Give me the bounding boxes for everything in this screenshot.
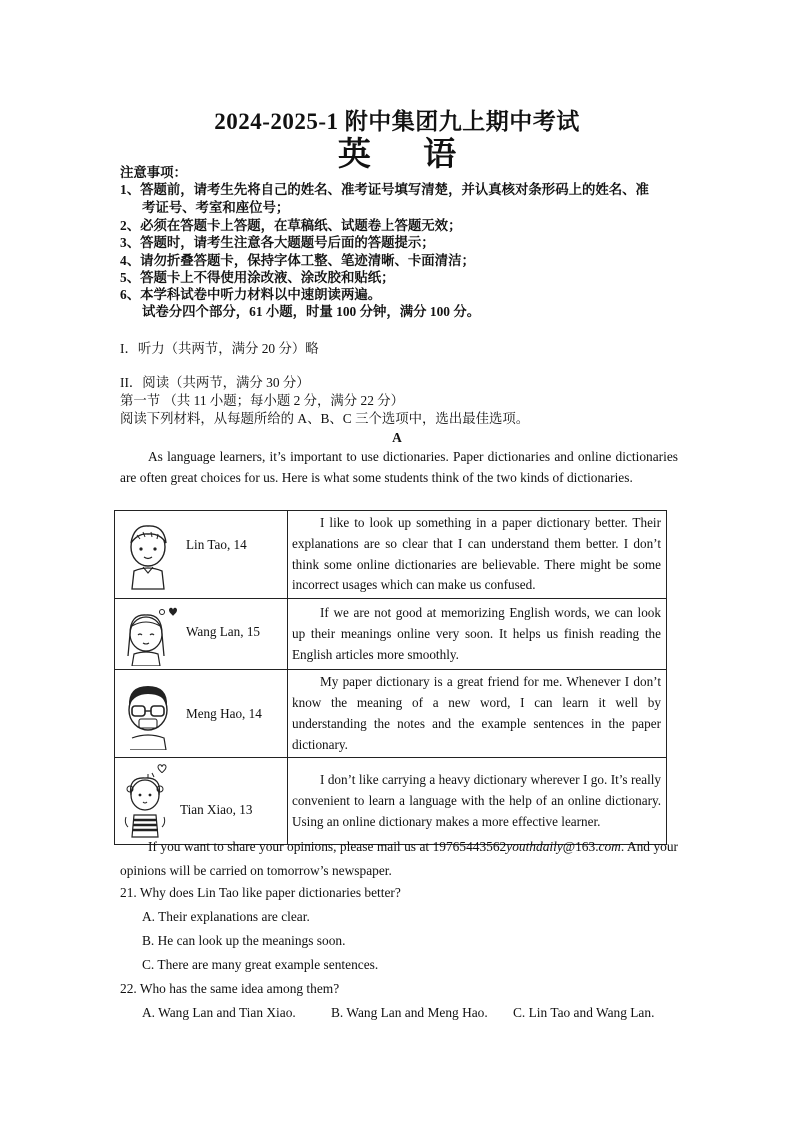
table-row (115, 511, 667, 599)
comment-cell (288, 511, 667, 599)
closing-text (120, 835, 678, 882)
student-name: Meng Hao, 14 (186, 705, 262, 721)
section-heading: 第一节 （共 11 小题；每小题 2 分，满分 22 分） (120, 393, 405, 408)
student-cell (115, 670, 288, 758)
girl-avatar-icon (120, 604, 182, 666)
girl-heart-avatar-icon (120, 763, 176, 841)
table-row (115, 599, 667, 670)
closing-paragraph (120, 835, 678, 882)
notice-heading: 注意事项： (120, 165, 187, 180)
table-row (115, 670, 667, 758)
closing-phone: If you want to share your opinions, please mail us at 19765443562 (148, 839, 507, 854)
notice-summary: 试卷分四个部分，61 小题，时量 100 分钟，满分 100 分。 (142, 304, 481, 319)
closing-email-tld: com (598, 839, 621, 854)
question-21: 21. Why does Lin Tao like paper dictionaries better? (120, 885, 401, 900)
comment-cell (288, 599, 667, 670)
notice-item: 6、本学科试卷中听力材料以中速朗读两遍。 (120, 287, 382, 302)
student-cell (115, 758, 288, 845)
student-cell (115, 599, 288, 670)
intro-text: As language learners, it’s important to use dictionaries. Paper dictionaries and online dictionaries are often great choices for us. Here is what some students think of the two kinds of dictionaries. (120, 449, 678, 485)
closing-email-domain: @163. (562, 839, 599, 854)
opinions-table (114, 510, 667, 845)
closing-rest: . And your opinions will be carried on tomorrow’s newspaper. (120, 839, 678, 878)
option-b: B. He can look up the meanings soon. (142, 933, 346, 948)
passage-intro (120, 447, 678, 488)
student-cell (115, 511, 288, 599)
boy-glasses-avatar-icon (120, 676, 180, 750)
part2-heading: II．阅读（共两节，满分 30 分） (120, 375, 310, 390)
option-c: C. Lin Tao and Wang Lan. (513, 1005, 655, 1020)
comment-text: I like to look up something in a paper dictionary better. Their explanations are so clear that I can understand them better. I don’t think some online dictionaries are believable. There might be some incorrect usages which can make us confused. (292, 515, 661, 593)
instruction: 阅读下列材料，从每题所给的 A、B、C 三个选项中，选出最佳选项。 (120, 411, 530, 426)
question-22: 22. Who has the same idea among them? (120, 981, 340, 996)
exam-title: 2024-2025-1 附中集团九上期中考试 (214, 109, 580, 134)
comment-text: If we are not good at memorizing English words, we can look up their meanings online very soon. It helps us finish reading the English articles more smoothly. (292, 604, 661, 662)
notice-item: 4、请勿折叠答题卡，保持字体工整、笔迹清晰、卡面清洁； (120, 253, 475, 268)
comment-text: My paper dictionary is a great friend for me. Whenever I don’t know the meaning of a new word, I can learn it well by understanding the notes and the example sentences in the paper dictionary. (292, 674, 661, 752)
notice-item: 考证号、考室和座位号； (142, 200, 290, 215)
option-a: A. Their explanations are clear. (142, 909, 310, 924)
passage-label: A (392, 430, 402, 445)
student-name: Tian Xiao, 13 (180, 802, 253, 818)
subject-title: 英 语 (337, 137, 479, 173)
part1-heading: I．听力（共两节，满分 20 分）略 (120, 341, 319, 356)
table-row (115, 758, 667, 845)
option-a: A. Wang Lan and Tian Xiao. (142, 1005, 296, 1020)
notice-item: 2、必须在答题卡上答题，在草稿纸、试题卷上答题无效； (120, 218, 462, 233)
student-name: Lin Tao, 14 (186, 536, 247, 552)
notice-item: 3、答题时，请考生注意各大题题号后面的答题提示； (120, 235, 435, 250)
notice-item: 1、答题前，请考生先将自己的姓名、准考证号填写清楚，并认真核对条形码上的姓名、准 (120, 182, 649, 197)
comment-cell (288, 758, 667, 845)
comment-cell (288, 670, 667, 758)
closing-email-user: youthdaily (506, 839, 563, 854)
student-name: Wang Lan, 15 (186, 624, 261, 640)
notice-item: 5、答题卡上不得使用涂改液、涂改胶和贴纸； (120, 270, 395, 285)
boy-avatar-icon (120, 517, 176, 591)
comment-text: I don’t like carrying a heavy dictionary wherever I go. It’s really convenient to learn a language with the help of an online dictionary. Using an online dictionary makes a more effective learner. (292, 772, 661, 829)
option-c: C. There are many great example sentences. (142, 957, 379, 972)
option-b: B. Wang Lan and Meng Hao. (331, 1005, 488, 1020)
